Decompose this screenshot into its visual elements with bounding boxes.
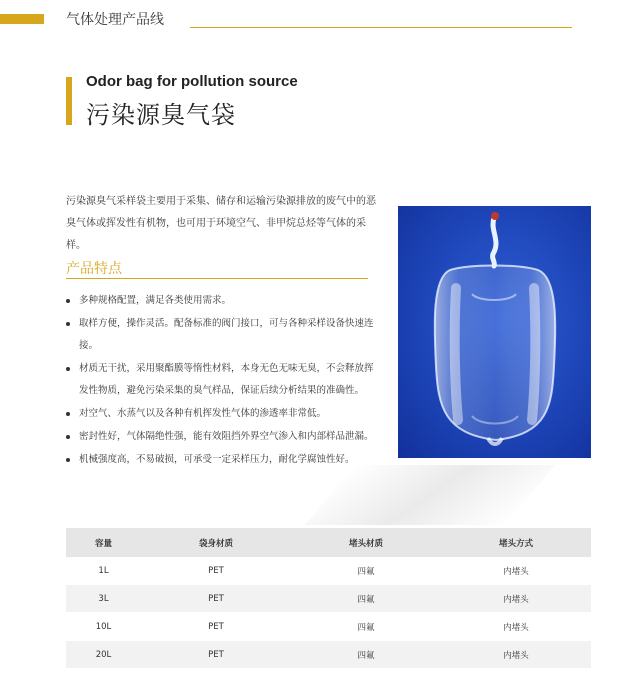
table-cell: 3L	[66, 585, 141, 613]
bullet-icon	[66, 435, 70, 439]
table-cell: 20L	[66, 641, 141, 669]
product-title-cn: 污染源臭气袋	[86, 101, 236, 129]
table-cell: 内堵头	[441, 585, 591, 613]
header-accent-bar	[0, 14, 44, 24]
table-cell: 1L	[66, 557, 141, 585]
table-cell: 10L	[66, 613, 141, 641]
product-title-en: Odor bag for pollution source	[86, 73, 298, 90]
table-cell: 四氟	[291, 641, 441, 669]
bullet-icon	[66, 367, 70, 371]
features-divider	[66, 278, 368, 279]
bullet-icon	[66, 322, 70, 326]
feature-item	[66, 313, 382, 357]
table-cell: 四氟	[291, 557, 441, 585]
feature-text: 取样方便，操作灵活。配备标准的阀门接口，可与各种采样设备快速连接。	[79, 318, 374, 351]
feature-text: 密封性好，气体隔绝性强，能有效阻挡外界空气渗入和内部样品泄漏。	[79, 431, 374, 442]
bullet-icon	[66, 412, 70, 416]
table-cell: 内堵头	[441, 613, 591, 641]
table-cell: 内堵头	[441, 641, 591, 669]
bullet-icon	[66, 299, 70, 303]
table-cell: 四氟	[291, 613, 441, 641]
features-heading: 产品特点	[66, 261, 122, 277]
col-header-plug-type: 堵头方式	[441, 528, 591, 557]
col-header-bag-material: 袋身材质	[141, 528, 291, 557]
col-header-capacity: 容量	[66, 528, 141, 557]
table-cell: 四氟	[291, 585, 441, 613]
sampling-bag-photo	[398, 206, 591, 458]
feature-text: 对空气、水蒸气以及各种有机挥发性气体的渗透率非常低。	[79, 408, 327, 419]
feature-item	[66, 449, 382, 471]
header-divider	[190, 27, 572, 28]
bullet-icon	[66, 458, 70, 462]
table-cell: PET	[141, 585, 291, 613]
table-row	[66, 557, 591, 585]
product-intro: 污染源臭气采样袋主要用于采集、储存和运输污染源排放的废气中的恶臭气体或挥发性有机物，也可用于环境空气、非甲烷总烃等气体的采样。	[66, 196, 376, 251]
table-cell: PET	[141, 641, 291, 669]
sampling-bag-illustration	[398, 206, 591, 458]
decorative-swoosh	[305, 465, 555, 525]
title-accent-bar	[66, 77, 72, 125]
product-line-label: 气体处理产品线	[66, 12, 164, 28]
feature-text: 材质无干扰，采用聚酯膜等惰性材料，本身无色无味无臭，不会释放挥发性物质，避免污染采集的臭气样品，保证后续分析结果的准确性。	[79, 363, 374, 396]
spec-table	[66, 528, 591, 669]
feature-text: 多种规格配置，满足各类使用需求。	[79, 295, 232, 306]
table-row	[66, 641, 591, 669]
features-list	[66, 290, 382, 472]
feature-item	[66, 403, 382, 425]
table-header-row	[66, 528, 591, 557]
table-row	[66, 585, 591, 613]
feature-item	[66, 426, 382, 448]
table-row	[66, 613, 591, 641]
feature-item	[66, 290, 382, 312]
table-cell: PET	[141, 557, 291, 585]
col-header-plug-material: 堵头材质	[291, 528, 441, 557]
feature-item	[66, 358, 382, 402]
table-cell: 内堵头	[441, 557, 591, 585]
feature-text: 机械强度高，不易破损，可承受一定采样压力，耐化学腐蚀性好。	[79, 454, 355, 465]
table-cell: PET	[141, 613, 291, 641]
